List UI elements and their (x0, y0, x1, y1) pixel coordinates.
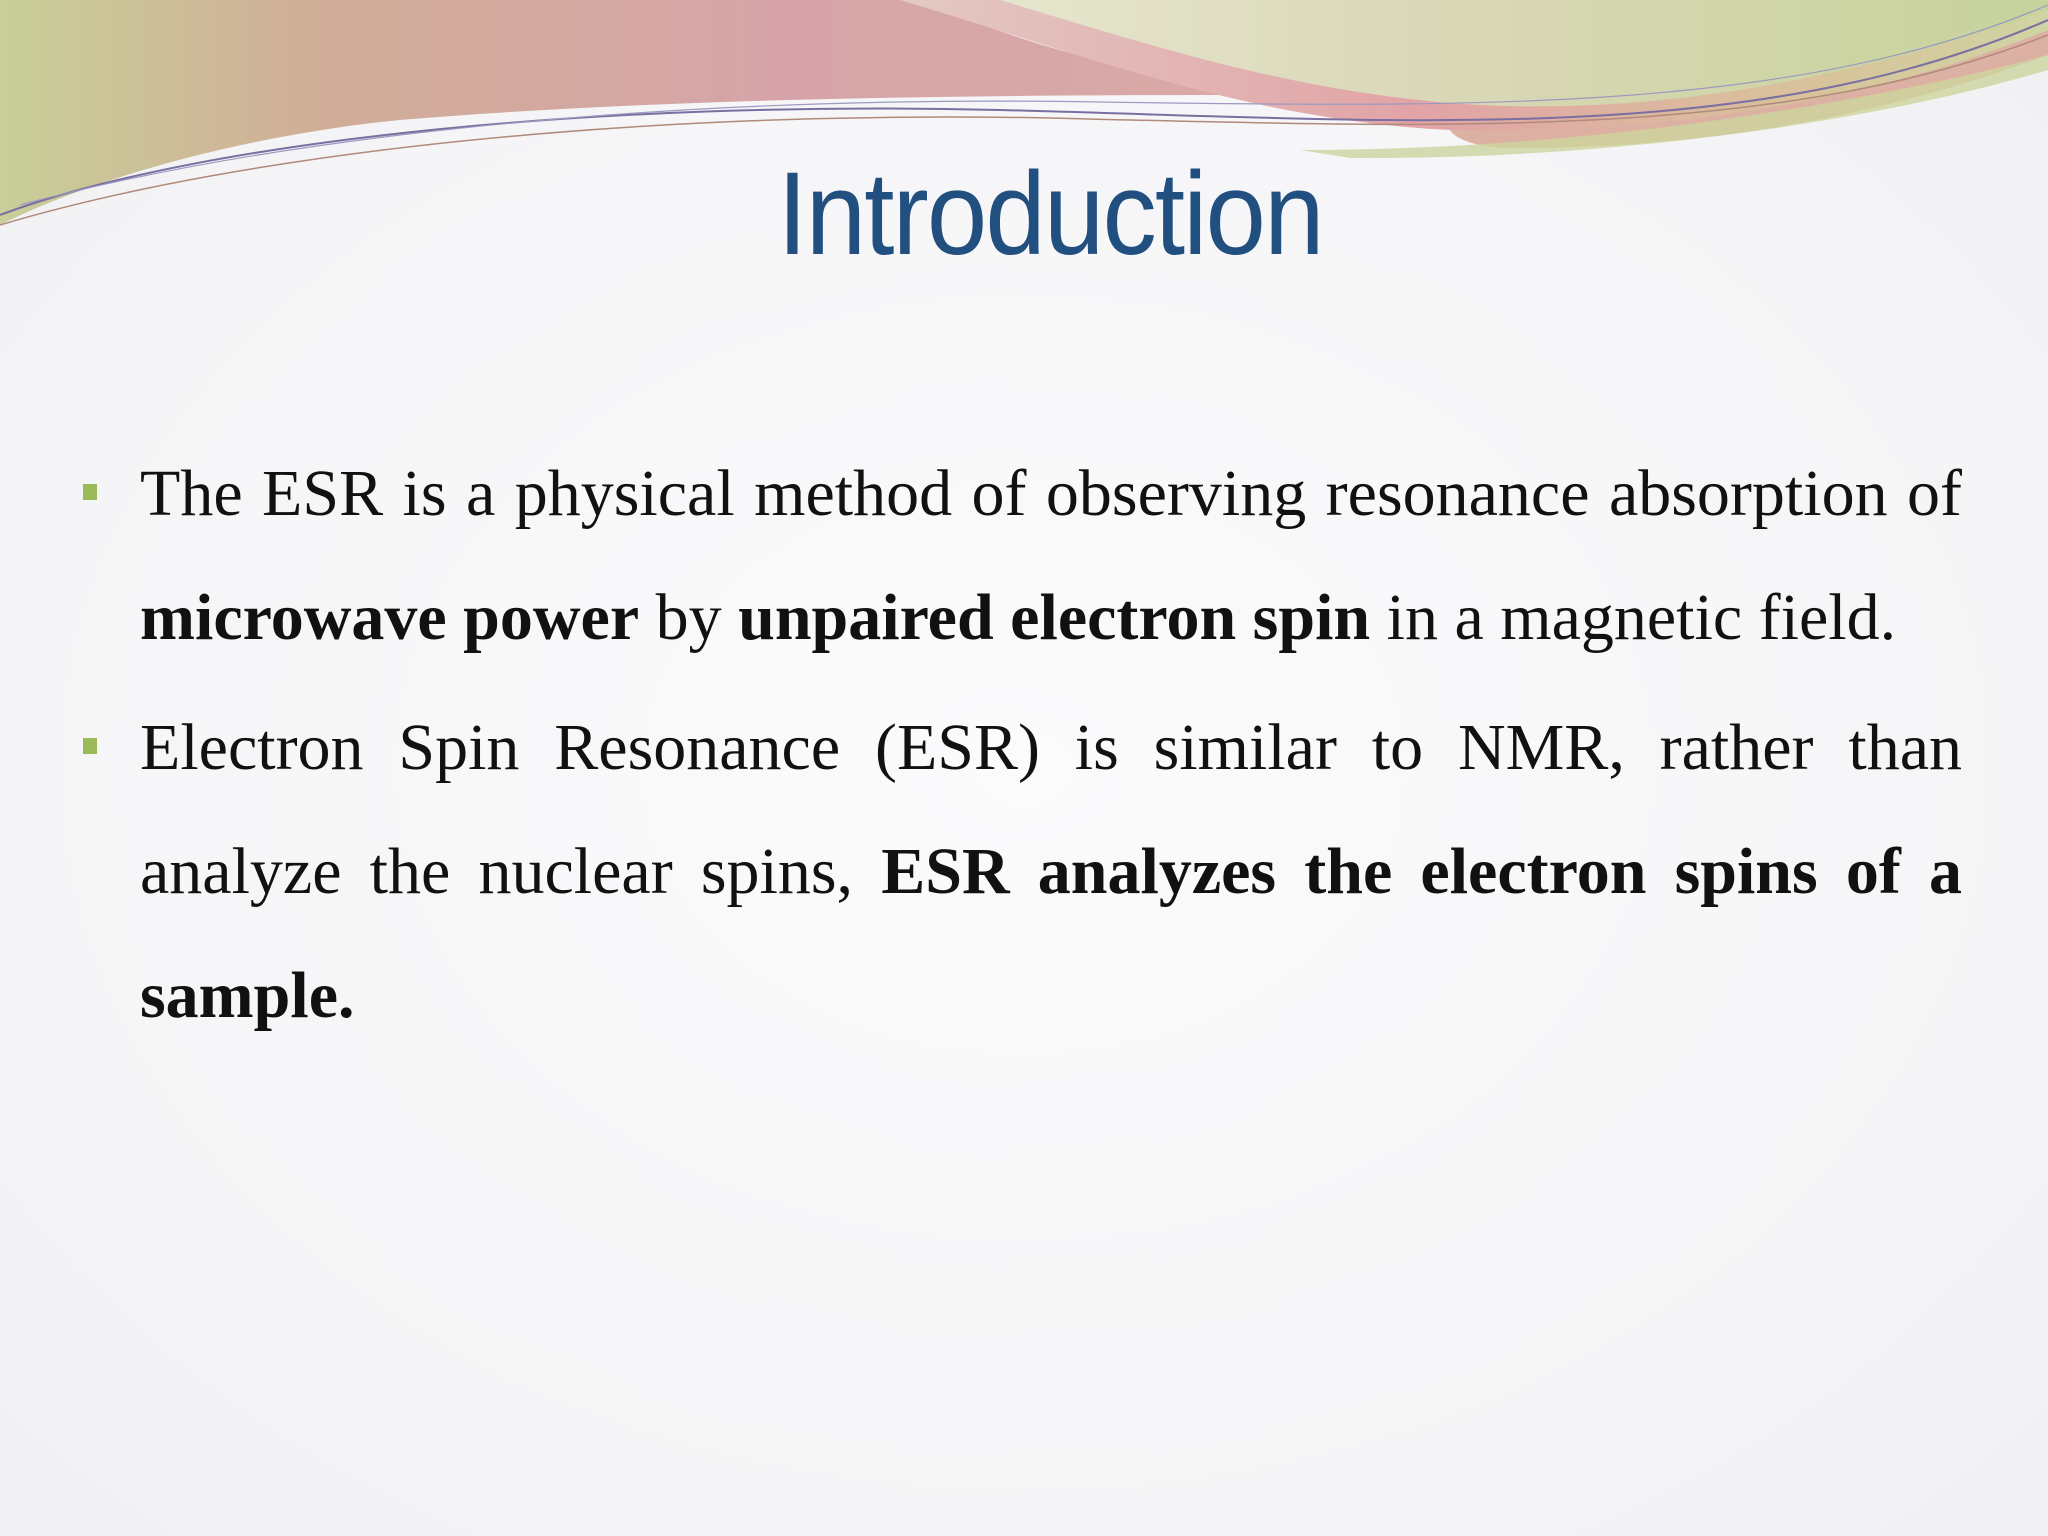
text-segment: in a magnetic field. (1370, 581, 1897, 654)
bullet-text (140, 686, 1962, 1058)
slide-title: Introduction (777, 148, 1323, 280)
bullet-list (80, 432, 1962, 1064)
bold-segment: ESR analyzes the electron spins of a sample. (140, 835, 1962, 1032)
text-segment: The ESR is a physical method of observing resonance absorption of (140, 457, 1962, 530)
text-segment: Electron Spin Resonance (ESR) is similar to NMR, rather than analyze the nuclear spins, (140, 711, 1962, 908)
square-bullet-icon (83, 738, 97, 754)
text-segment: by (639, 581, 739, 654)
bullet-text (140, 432, 1962, 680)
bold-segment: unpaired electron spin (738, 581, 1371, 654)
bold-segment: microwave power (140, 581, 640, 654)
square-bullet-icon (83, 484, 97, 500)
bullet-item (80, 686, 1962, 1058)
bullet-item (80, 432, 1962, 680)
